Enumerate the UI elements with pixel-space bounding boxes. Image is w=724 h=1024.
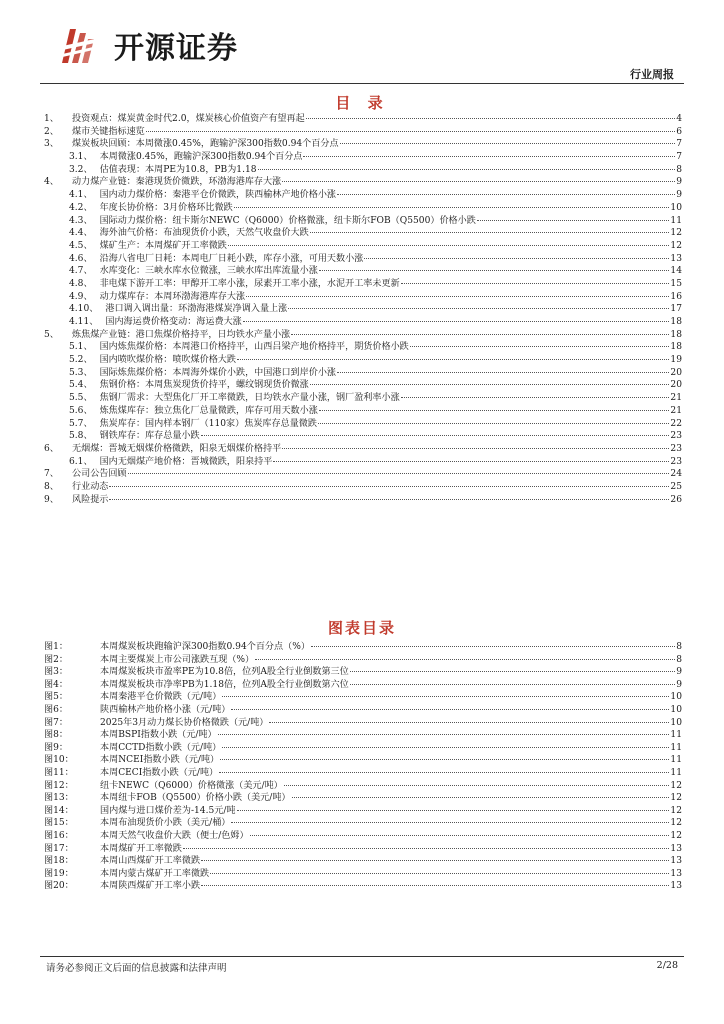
toc-entry-number: 2、 (44, 126, 59, 137)
toc-entry-page: 20 (670, 380, 682, 391)
figure-entry-number: 图8： (44, 730, 68, 741)
toc-entry[interactable] (44, 227, 682, 240)
toc-entry-number: 5.5、 (69, 393, 93, 404)
brand-name: 开源证券 (114, 31, 238, 66)
toc-entry[interactable] (44, 443, 682, 456)
figure-entry-title: 本周主要煤炭上市公司涨跌互现（%） (100, 654, 255, 665)
toc-entry-page: 21 (670, 405, 682, 416)
figure-entry[interactable] (44, 679, 682, 692)
toc-entry-number: 4.9、 (69, 291, 93, 302)
toc-entry-page: 17 (670, 304, 682, 315)
figure-entry[interactable] (44, 830, 682, 843)
figure-entry-number: 图9： (44, 742, 68, 753)
toc-entry[interactable] (44, 329, 682, 342)
toc-entry[interactable] (44, 215, 682, 228)
toc-entry-title: 年度长协价格：3月价格环比微跌 (99, 202, 233, 213)
figure-entry-number: 图19： (44, 868, 74, 879)
figure-entry-page: 12 (670, 830, 682, 841)
toc-entry-title: 行业动态 (72, 481, 109, 492)
toc-entry-title: 动力煤产业链：秦港现货价微跌，环渤海港库存大涨 (72, 177, 282, 188)
figure-entry-title: 本周山西煤矿开工率微跌 (100, 856, 201, 867)
figure-entry-title: 本周BSPI指数小跌（元/吨） (100, 730, 217, 741)
toc-entry-page: 22 (670, 418, 682, 429)
toc-entry-number: 5、 (44, 329, 59, 340)
figure-entry-page: 9 (676, 667, 682, 678)
toc-entry-title: 本周微涨0.45%，跑输沪深300指数0.94个百分点 (99, 152, 303, 163)
toc-entry-number: 1、 (44, 114, 59, 124)
footer-divider (40, 956, 684, 957)
figure-entry-title: 国内煤与进口煤价差为-14.5元/吨 (100, 805, 236, 816)
toc-entry-page: 15 (670, 278, 682, 289)
toc-entry-number: 3.1、 (69, 152, 93, 163)
figure-entry[interactable] (44, 767, 682, 780)
toc-entry[interactable] (44, 418, 682, 431)
figure-entry-title: 本周CECI指数小跌（元/吨） (100, 767, 219, 778)
toc-leader-dots (401, 397, 670, 398)
toc-entry-title: 炼焦煤库存：独立焦化厂总量微跌，库存可用天数小涨 (99, 405, 318, 416)
toc-entry-title: 国内海运费价格变动：海运费大涨 (105, 317, 242, 327)
toc-entry-page: 8 (676, 164, 682, 175)
toc-entry[interactable] (44, 392, 682, 405)
toc-leader-dots (291, 334, 669, 335)
figure-leader-dots (237, 810, 670, 811)
toc-entry[interactable] (44, 494, 682, 507)
figure-leader-dots (222, 747, 669, 748)
toc-leader-dots (319, 410, 670, 411)
toc-entry-page: 25 (670, 481, 682, 492)
toc-leader-dots (303, 156, 675, 157)
toc-leader-dots (282, 448, 669, 449)
toc-entry-page: 18 (670, 317, 682, 327)
toc-entry-title: 炼焦煤产业链：港口焦煤价格持平，日均铁水产量小涨 (72, 329, 291, 340)
figure-entry-number: 图11： (44, 767, 74, 778)
toc-entry-page: 12 (670, 228, 682, 239)
toc-leader-dots (243, 321, 670, 322)
toc-entry[interactable] (44, 113, 682, 126)
toc-entry-page: 19 (670, 355, 682, 366)
figure-entry[interactable] (44, 754, 682, 767)
figure-entry-number: 图7： (44, 717, 68, 728)
report-type-label: 行业周报 (630, 68, 674, 81)
toc-entry[interactable] (44, 240, 682, 253)
toc-entry-page: 18 (670, 329, 682, 340)
figure-entry-page: 11 (670, 767, 682, 778)
toc-entry-title: 国内动力煤价格：秦港平仓价微跌，陕西榆林产地价格小涨 (99, 190, 337, 201)
figure-entry-number: 图2： (44, 654, 68, 665)
toc-entry-page: 4 (676, 114, 682, 124)
toc-entry-title: 动力煤库存：本周环渤海港库存大涨 (99, 291, 246, 302)
figure-entry[interactable] (44, 843, 682, 856)
figure-entry-title: 纽卡NEWC（Q6000）价格微涨（美元/吨） (100, 780, 283, 791)
toc-leader-dots (319, 270, 670, 271)
toc-entry-number: 4.7、 (69, 266, 93, 277)
toc-entry[interactable] (44, 481, 682, 494)
toc-entry[interactable] (44, 253, 682, 266)
figure-entry-title: 陕西榆林产地价格小涨（元/吨） (100, 704, 231, 715)
figure-entry-page: 8 (676, 654, 682, 665)
toc-entry-title: 国内炼焦煤价格：本周港口价格持平，山西吕梁产地价格持平，期货价格小跌 (99, 342, 409, 353)
toc-entry-title: 国际炼焦煤价格：本周海外煤价小跌，中国港口到岸价小涨 (99, 367, 337, 378)
toc-entry-number: 5.7、 (69, 418, 93, 429)
toc-entry-page: 6 (676, 126, 682, 137)
toc-entry[interactable] (44, 278, 682, 291)
figure-entry-title: 本周陕西煤矿开工率小跌 (100, 881, 201, 892)
toc-leader-dots (201, 435, 670, 436)
toc-entry-number: 5.4、 (69, 380, 93, 391)
figure-leader-dots (218, 734, 670, 735)
toc-leader-dots (410, 346, 670, 347)
toc-leader-dots (337, 194, 675, 195)
figure-entry[interactable] (44, 868, 682, 881)
toc-entry-title: 煤炭板块回顾：本周微涨0.45%，跑输沪深300指数0.94个百分点 (72, 139, 339, 150)
figure-leader-dots (210, 873, 669, 874)
toc-leader-dots (228, 245, 670, 246)
figure-entry-number: 图15： (44, 818, 74, 829)
figure-entry-number: 图1： (44, 642, 68, 652)
toc-leader-dots (109, 486, 669, 487)
toc-entry-number: 3.2、 (69, 164, 93, 175)
toc-leader-dots (306, 118, 675, 119)
figure-entry-page: 10 (670, 704, 682, 715)
toc-entry-title: 公司公告回顾 (72, 469, 127, 480)
figure-entry[interactable] (44, 792, 682, 805)
toc-entry-number: 4.5、 (69, 240, 93, 251)
toc-entry-page: 23 (670, 456, 682, 467)
figure-entry[interactable] (44, 704, 682, 717)
toc-entry-page: 7 (676, 152, 682, 163)
figure-leader-dots (231, 709, 669, 710)
toc-entry[interactable] (44, 405, 682, 418)
figure-entry-number: 图17： (44, 843, 74, 854)
toc-entry-number: 5.2、 (69, 355, 93, 366)
toc-entry-page: 20 (670, 367, 682, 378)
figure-entry-number: 图20： (44, 881, 74, 892)
figure-entry-number: 图14： (44, 805, 74, 816)
toc-entry-title: 估值表现：本周PE为10.8，PB为1.18 (99, 164, 257, 175)
toc-leader-dots (337, 372, 669, 373)
footer-disclaimer: 请务必参阅正文后面的信息披露和法律声明 (46, 963, 227, 974)
toc-leader-dots (282, 181, 675, 182)
toc-entry-title: 水库变化：三峡水库水位微涨，三峡水库出库流量小涨 (99, 266, 318, 277)
toc-leader-dots (310, 384, 670, 385)
toc-entry[interactable] (44, 367, 682, 380)
figure-entry[interactable] (44, 691, 682, 704)
toc-leader-dots (128, 473, 670, 474)
toc-entry-page: 10 (670, 202, 682, 213)
figure-entry-title: 本周煤矿开工率微跌 (100, 843, 182, 854)
toc-entry-number: 4.2、 (69, 202, 93, 213)
figure-entry-number: 图18： (44, 856, 74, 867)
figure-leader-dots (311, 646, 675, 647)
toc-leader-dots (288, 308, 669, 309)
toc-entry-number: 4.6、 (69, 253, 93, 264)
figure-entry-title: 本周煤炭板块跑输沪深300指数0.94个百分点（%） (100, 642, 310, 652)
figure-leader-dots (183, 848, 670, 849)
figure-entry-title: 本周煤炭板块市净率PB为1.18倍，位列A股全行业倒数第六位 (100, 679, 349, 690)
toc-leader-dots (258, 169, 676, 170)
toc-entry-page: 26 (670, 494, 682, 505)
figure-entry-number: 图4： (44, 679, 68, 690)
toc-entry[interactable] (44, 303, 682, 316)
toc-entry-number: 4.10、 (69, 304, 99, 315)
toc-entry[interactable] (44, 291, 682, 304)
toc-entry-number: 6、 (44, 443, 59, 454)
figure-leader-dots (220, 759, 669, 760)
toc-entry-number: 5.6、 (69, 405, 93, 416)
page-number: 2/28 (656, 960, 678, 971)
toc-entry-page: 24 (670, 469, 682, 480)
toc-entry[interactable] (44, 164, 682, 177)
toc-entry[interactable] (44, 430, 682, 443)
figure-entry-number: 图3： (44, 667, 68, 678)
figure-entry-page: 12 (670, 818, 682, 829)
toc-entry[interactable] (44, 126, 682, 139)
toc-entry-page: 18 (670, 342, 682, 353)
figure-entry-number: 图12： (44, 780, 74, 791)
toc-entry-page: 11 (670, 215, 682, 226)
toc-leader-dots (146, 131, 675, 132)
toc-entry-title: 国内无烟煤产地价格：晋城微跌，阳泉持平 (99, 456, 273, 467)
figures-heading: 图表目录 (327, 619, 396, 637)
toc-entry[interactable] (44, 379, 682, 392)
toc-entry-number: 9、 (44, 494, 59, 505)
figure-entry-page: 10 (670, 692, 682, 703)
figure-leader-dots (222, 696, 669, 697)
figure-leader-dots (255, 659, 675, 660)
toc-heading: 目 录 (335, 94, 389, 112)
figure-entry[interactable] (44, 855, 682, 868)
toc-entry[interactable] (44, 176, 682, 189)
figure-entry[interactable] (44, 641, 682, 654)
figure-leader-dots (284, 785, 670, 786)
figure-entry-title: 本周天然气收盘价大跌（便士/色姆） (100, 830, 249, 841)
toc-entry-number: 6.1、 (69, 456, 93, 467)
toc-leader-dots (364, 258, 669, 259)
toc-leader-dots (109, 499, 669, 500)
figure-leader-dots (231, 822, 669, 823)
toc-entry[interactable] (44, 151, 682, 164)
toc-entry-title: 港口调入调出量：环渤海港煤炭净调入量上涨 (105, 304, 288, 315)
toc-entry-number: 5.1、 (69, 342, 93, 353)
figure-leader-dots (350, 684, 675, 685)
figure-entry-page: 9 (676, 679, 682, 690)
toc-entry-title: 非电煤下游开工率：甲醇开工率小涨，尿素开工率小涨，水泥开工率未更新 (99, 278, 400, 289)
toc-entry[interactable] (44, 202, 682, 215)
toc-entry-title: 风险提示 (72, 494, 109, 505)
figure-entry-number: 图6： (44, 704, 68, 715)
toc-entry[interactable] (44, 316, 682, 329)
toc-entry[interactable] (44, 354, 682, 367)
toc-entry-title: 投资观点：煤炭黄金时代2.0，煤炭核心价值资产有望再起 (72, 114, 305, 124)
toc-leader-dots (310, 232, 670, 233)
toc-entry-number: 8、 (44, 481, 59, 492)
figure-entry[interactable] (44, 880, 682, 893)
toc-entry-page: 9 (676, 190, 682, 201)
toc-entry-title: 煤市关键指标速览 (72, 126, 145, 137)
toc-entry[interactable] (44, 265, 682, 278)
toc-entry-number: 4、 (44, 177, 59, 188)
toc-entry-page: 21 (670, 393, 682, 404)
kaiyuan-logo-icon (56, 23, 108, 67)
figure-entry-page: 8 (676, 642, 682, 652)
figure-entry-page: 13 (670, 843, 682, 854)
figure-leader-dots (292, 797, 670, 798)
toc-entry-number: 4.4、 (69, 228, 93, 239)
figure-entry[interactable] (44, 742, 682, 755)
toc-entry-number: 4.11、 (69, 317, 99, 327)
figure-entry-title: 本周纽卡FOB（Q5500）价格小跌（美元/吨） (100, 793, 291, 804)
figure-entry-page: 12 (670, 780, 682, 791)
figure-entry-page: 11 (670, 742, 682, 753)
toc-entry-number: 5.8、 (69, 431, 93, 442)
figure-entry[interactable] (44, 666, 682, 679)
figure-entry-page: 11 (670, 755, 682, 766)
figure-entry-number: 图5： (44, 692, 68, 703)
toc-leader-dots (401, 283, 670, 284)
toc-entry[interactable] (44, 189, 682, 202)
toc-entry-page: 12 (670, 240, 682, 251)
figure-entry-page: 13 (670, 881, 682, 892)
toc-entry-page: 7 (676, 139, 682, 150)
figure-leader-dots (250, 835, 670, 836)
figure-list (44, 641, 682, 893)
toc-entry[interactable] (44, 341, 682, 354)
toc-entry-title: 海外油气价格：布油现货价小跌，天然气收盘价大跌 (99, 228, 309, 239)
figure-entry[interactable] (44, 805, 682, 818)
toc-entry[interactable] (44, 468, 682, 481)
toc-leader-dots (234, 207, 670, 208)
toc-entry-number: 3、 (44, 139, 59, 150)
figure-entry[interactable] (44, 817, 682, 830)
toc-entry-page: 16 (670, 291, 682, 302)
figure-entry-page: 13 (670, 868, 682, 879)
toc-entry-title: 焦炭库存：国内样本钢厂（110家）焦炭库存总量微跌 (99, 418, 317, 429)
figure-entry-page: 12 (670, 793, 682, 804)
toc-entry-number: 4.8、 (69, 278, 93, 289)
toc-leader-dots (318, 423, 669, 424)
figure-leader-dots (219, 772, 669, 773)
toc-leader-dots (340, 143, 676, 144)
figure-entry-number: 图13： (44, 793, 74, 804)
toc-entry-page: 23 (670, 443, 682, 454)
toc-entry-number: 4.1、 (69, 190, 93, 201)
figure-leader-dots (201, 885, 669, 886)
figure-leader-dots (269, 722, 669, 723)
figure-entry-title: 本周CCTD指数小跌（元/吨） (100, 742, 222, 753)
toc-leader-dots (477, 220, 670, 221)
brand-logo (56, 22, 238, 68)
figure-entry[interactable] (44, 780, 682, 793)
toc-entry-number: 7、 (44, 469, 59, 480)
toc-entry-title: 焦钢价格：本周焦炭现货价持平，螺纹钢现货价微涨 (99, 380, 309, 391)
figure-entry-title: 本周内蒙古煤矿开工率微跌 (100, 868, 210, 879)
figure-leader-dots (350, 671, 675, 672)
toc-entry-title: 焦钢厂需求：大型焦化厂开工率微跌，日均铁水产量小涨，钢厂盈利率小涨 (99, 393, 400, 404)
figure-entry-number: 图16： (44, 830, 74, 841)
toc-entry[interactable] (44, 456, 682, 469)
figure-entry[interactable] (44, 729, 682, 742)
toc-entry-page: 14 (670, 266, 682, 277)
figure-entry-page: 10 (670, 717, 682, 728)
toc-entry-page: 23 (670, 431, 682, 442)
toc-entry-title: 钢铁库存：库存总量小跌 (99, 431, 200, 442)
figure-entry-title: 本周秦港平仓价微跌（元/吨） (100, 692, 222, 703)
toc-entry-page: 9 (676, 177, 682, 188)
figure-entry-page: 13 (670, 856, 682, 867)
figure-entry-page: 11 (670, 730, 682, 741)
figure-entry[interactable] (44, 717, 682, 730)
toc-leader-dots (273, 461, 669, 462)
figure-entry-number: 图10： (44, 755, 74, 766)
toc-entry-title: 无烟煤：晋城无烟煤价格微跌，阳泉无烟煤价格持平 (72, 443, 282, 454)
toc-entry-title: 煤矿生产：本周煤矿开工率微跌 (99, 240, 227, 251)
figure-entry-title: 2025年3月动力煤长协价格微跌（元/吨） (100, 717, 269, 728)
toc-entry-title: 国内喷吹煤价格：喷吹煤价格大跌 (99, 355, 236, 366)
figure-entry-page: 12 (670, 805, 682, 816)
toc-entry-title: 国际动力煤价格：纽卡斯尔NEWC（Q6000）价格微涨，纽卡斯尔FOB（Q5500）价格小跌 (99, 215, 476, 226)
table-of-contents (44, 113, 682, 506)
figure-entry-title: 本周煤炭板块市盈率PE为10.8倍，位列A股全行业倒数第三位 (100, 667, 349, 678)
toc-entry-number: 4.3、 (69, 215, 93, 226)
figure-leader-dots (201, 860, 669, 861)
toc-entry-title: 沿海八省电厂日耗：本周电厂日耗小跌，库存小涨，可用天数小涨 (99, 253, 364, 264)
header-divider (40, 83, 684, 84)
toc-entry-number: 5.3、 (69, 367, 93, 378)
figure-entry-title: 本周NCEI指数小跌（元/吨） (100, 755, 220, 766)
toc-entry[interactable] (44, 138, 682, 151)
toc-leader-dots (237, 359, 669, 360)
toc-entry-page: 13 (670, 253, 682, 264)
toc-leader-dots (246, 296, 669, 297)
figure-entry[interactable] (44, 654, 682, 667)
figure-entry-title: 本周布油现货价小跌（美元/桶） (100, 818, 231, 829)
